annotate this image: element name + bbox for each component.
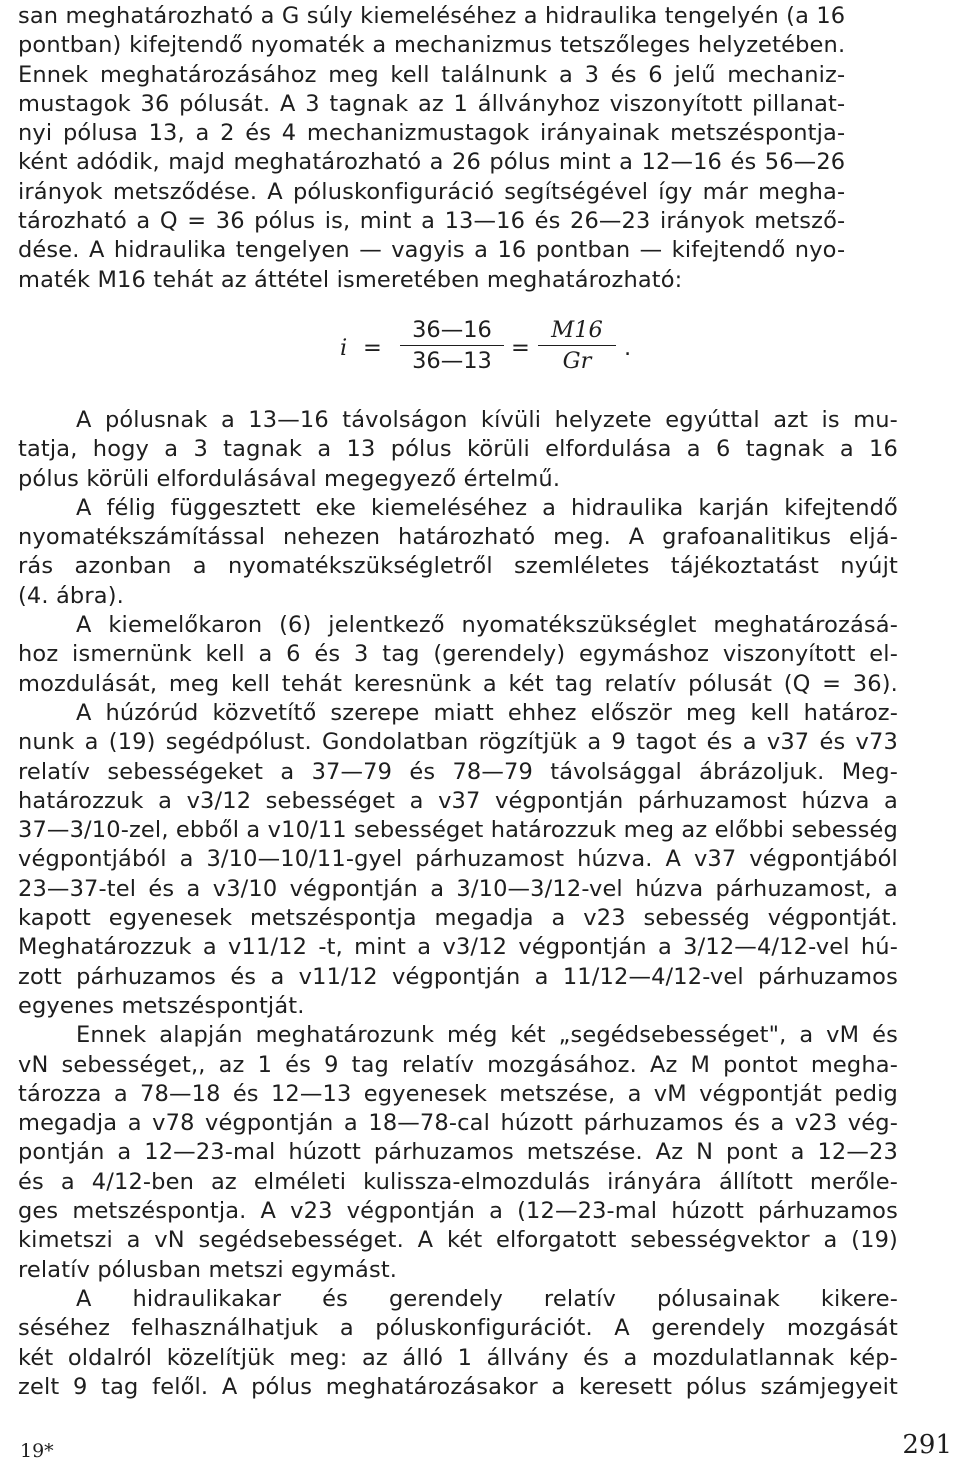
text-line: A pólusnak a 13—16 távolságon kívüli helyzete egyúttal azt is mu- xyxy=(76,407,898,433)
text-line: tatja, hogy a 3 tagnak a 13 pólus körüli elfordulása a 6 tagnak a 16 xyxy=(18,436,898,463)
text-line: A félig függesztett eke kiemeléséhez a hidraulika karján kifejtendő xyxy=(76,494,898,521)
text-line: A hidraulikakar és gerendely relatív pólusainak kikere- xyxy=(76,1285,898,1312)
text-line: tározható a Q = 36 pólus is, mint a 13—16 és 26—23 irányok metsző- xyxy=(18,208,846,235)
text-line: és a 4/12-ben az elméleti kulissza-elmozdulás irányára állított merőle- xyxy=(18,1168,898,1195)
text-line: maték M16 tehát az áttétel ismeretében meghatározható: xyxy=(18,266,683,293)
text-line: Ennek alapján meghatározunk még két „segédsebességet", a vM és xyxy=(76,1022,898,1049)
transmission-ratio-formula xyxy=(18,315,952,377)
text-line: relatív sebességeket a 37—79 és 78—79 távolsággal ábrázoljuk. Meg- xyxy=(18,758,898,785)
text-line: hoz ismernünk kell a 6 és 3 tag (gerendely) egymáshoz viszonyított el- xyxy=(18,641,898,668)
text-line: irányok metsződése. A póluskonfiguráció segítségével így már megha- xyxy=(18,178,846,205)
formula-fraction-torque xyxy=(538,315,616,376)
formula-period: . xyxy=(624,335,632,361)
text-line: zelt 9 tag felől. A pólus meghatározásakor a keresett pólus számjegyeit xyxy=(18,1373,898,1400)
text-line: 23—37-tel és a v3/10 végpontján a 3/10—3/12-vel húzva párhuzamost, a xyxy=(18,875,898,902)
text-line: relatív pólusban metszi egymást. xyxy=(18,1256,398,1283)
text-line: A kiemelőkaron (6) jelentkező nyomatékszükséglet meghatározásá- xyxy=(76,612,898,639)
text-line: 37—3/10-zel, ebből a v10/11 sebességet határozzuk meg az előbbi sebesség xyxy=(18,817,898,844)
text-line: Meghatározzuk a v11/12 -t, mint a v3/12 végpontján a 3/12—4/12-vel hú- xyxy=(18,934,898,961)
text-line: A húzórúd közvetítő szerepe miatt ehhez először meg kell határoz- xyxy=(76,699,898,726)
text-line: séséhez felhasználhatjuk a póluskonfigurációt. A gerendely mozgását xyxy=(18,1315,898,1342)
page-number: 291 xyxy=(902,1430,952,1460)
fraction-denominator: 36—13 xyxy=(400,345,504,376)
text-line: két oldalról közelítjük meg: az álló 1 állvány és a mozdulatlannak kép- xyxy=(18,1344,898,1371)
text-line: megadja a v78 végpontján a 18—78-cal húzott párhuzamos és a v23 vég- xyxy=(18,1110,898,1137)
text-line: dése. A hidraulika tengelyen — vagyis a 16 pontban — kifejtendő nyo- xyxy=(18,237,846,264)
text-line: nunk a (19) segédpólust. Gondolatban rögzítjük a 9 tagot és a v37 és v73 xyxy=(18,729,898,756)
text-line: zott párhuzamos és a v11/12 végpontján a 11/12—4/12-vel párhuzamos xyxy=(18,963,898,990)
text-line: tározza a 78—18 és 12—13 egyenesek metszése, a vM végpontját pedig xyxy=(18,1080,898,1107)
formula-equals: = xyxy=(363,335,382,361)
text-line: vN sebességet,, az 1 és 9 tag relatív mozgásához. Az M pontot megha- xyxy=(18,1051,898,1078)
text-line: pontján a 12—23-mal húzott párhuzamos metszése. Az N pont a 12—23 xyxy=(18,1139,898,1166)
text-line: mustagok 36 pólusát. A 3 tagnak az 1 állványhoz viszonyított pillanat- xyxy=(18,90,846,117)
fraction-denominator: Gr xyxy=(538,345,616,376)
text-line: mozdulását, meg kell tehát keresnünk a két tag relatív pólusát (Q = 36). xyxy=(18,670,898,697)
text-line: kimetszi a vN segédsebességet. A két elforgatott sebességvektor a (19) xyxy=(18,1227,898,1254)
text-line: egyenes metszéspontját. xyxy=(18,992,305,1019)
formula-fraction-poles xyxy=(400,315,504,376)
text-line: határozzuk a v3/12 sebességet a v37 végpontján párhuzamost húzva a xyxy=(18,787,898,814)
text-line: kapott egyenesek metszéspontja megadja a v23 sebesség végpontját. xyxy=(18,905,898,932)
text-line: san meghatározható a G súly kiemeléséhez a hidraulika tengelyén (a 16 xyxy=(18,3,846,29)
text-line: pontban) kifejtendő nyomaték a mechanizmus tetszőleges helyzetében. xyxy=(18,32,846,59)
paragraph-block-main xyxy=(18,406,898,1402)
fraction-numerator: M16 xyxy=(551,317,603,343)
signature-mark: 19* xyxy=(20,1440,54,1462)
text-line: ként adódik, majd meghatározható a 26 pólus mint a 12—16 és 56—26 xyxy=(18,149,846,176)
text-line: nyomatékszámítással nehezen határozható meg. A grafoanalitikus eljá- xyxy=(18,524,898,551)
text-line: végpontjából a 3/10—10/11-gyel párhuzamost húzva. A v37 végpontjából xyxy=(18,846,898,873)
text-line: rás azonban a nyomatékszükségletről szemléletes tájékoztatást nyújt xyxy=(18,553,898,580)
page-footer xyxy=(18,1430,952,1464)
paragraph-block-top xyxy=(18,2,845,295)
formula-lhs: i xyxy=(340,335,348,361)
text-line: pólus körüli elfordulásával megegyező értelmű. xyxy=(18,465,561,492)
text-line: (4. ábra). xyxy=(18,582,124,609)
text-line: ges metszéspontja. A v23 végpontján a (12—23-mal húzott párhuzamos xyxy=(18,1198,898,1225)
fraction-numerator: 36—16 xyxy=(412,317,492,343)
text-line: nyi pólusa 13, a 2 és 4 mechanizmustagok irányainak metszéspontja- xyxy=(18,120,846,147)
formula-equals: = xyxy=(511,335,530,361)
text-line: Ennek meghatározásához meg kell találnunk a 3 és 6 jelű mechaniz- xyxy=(18,61,846,88)
